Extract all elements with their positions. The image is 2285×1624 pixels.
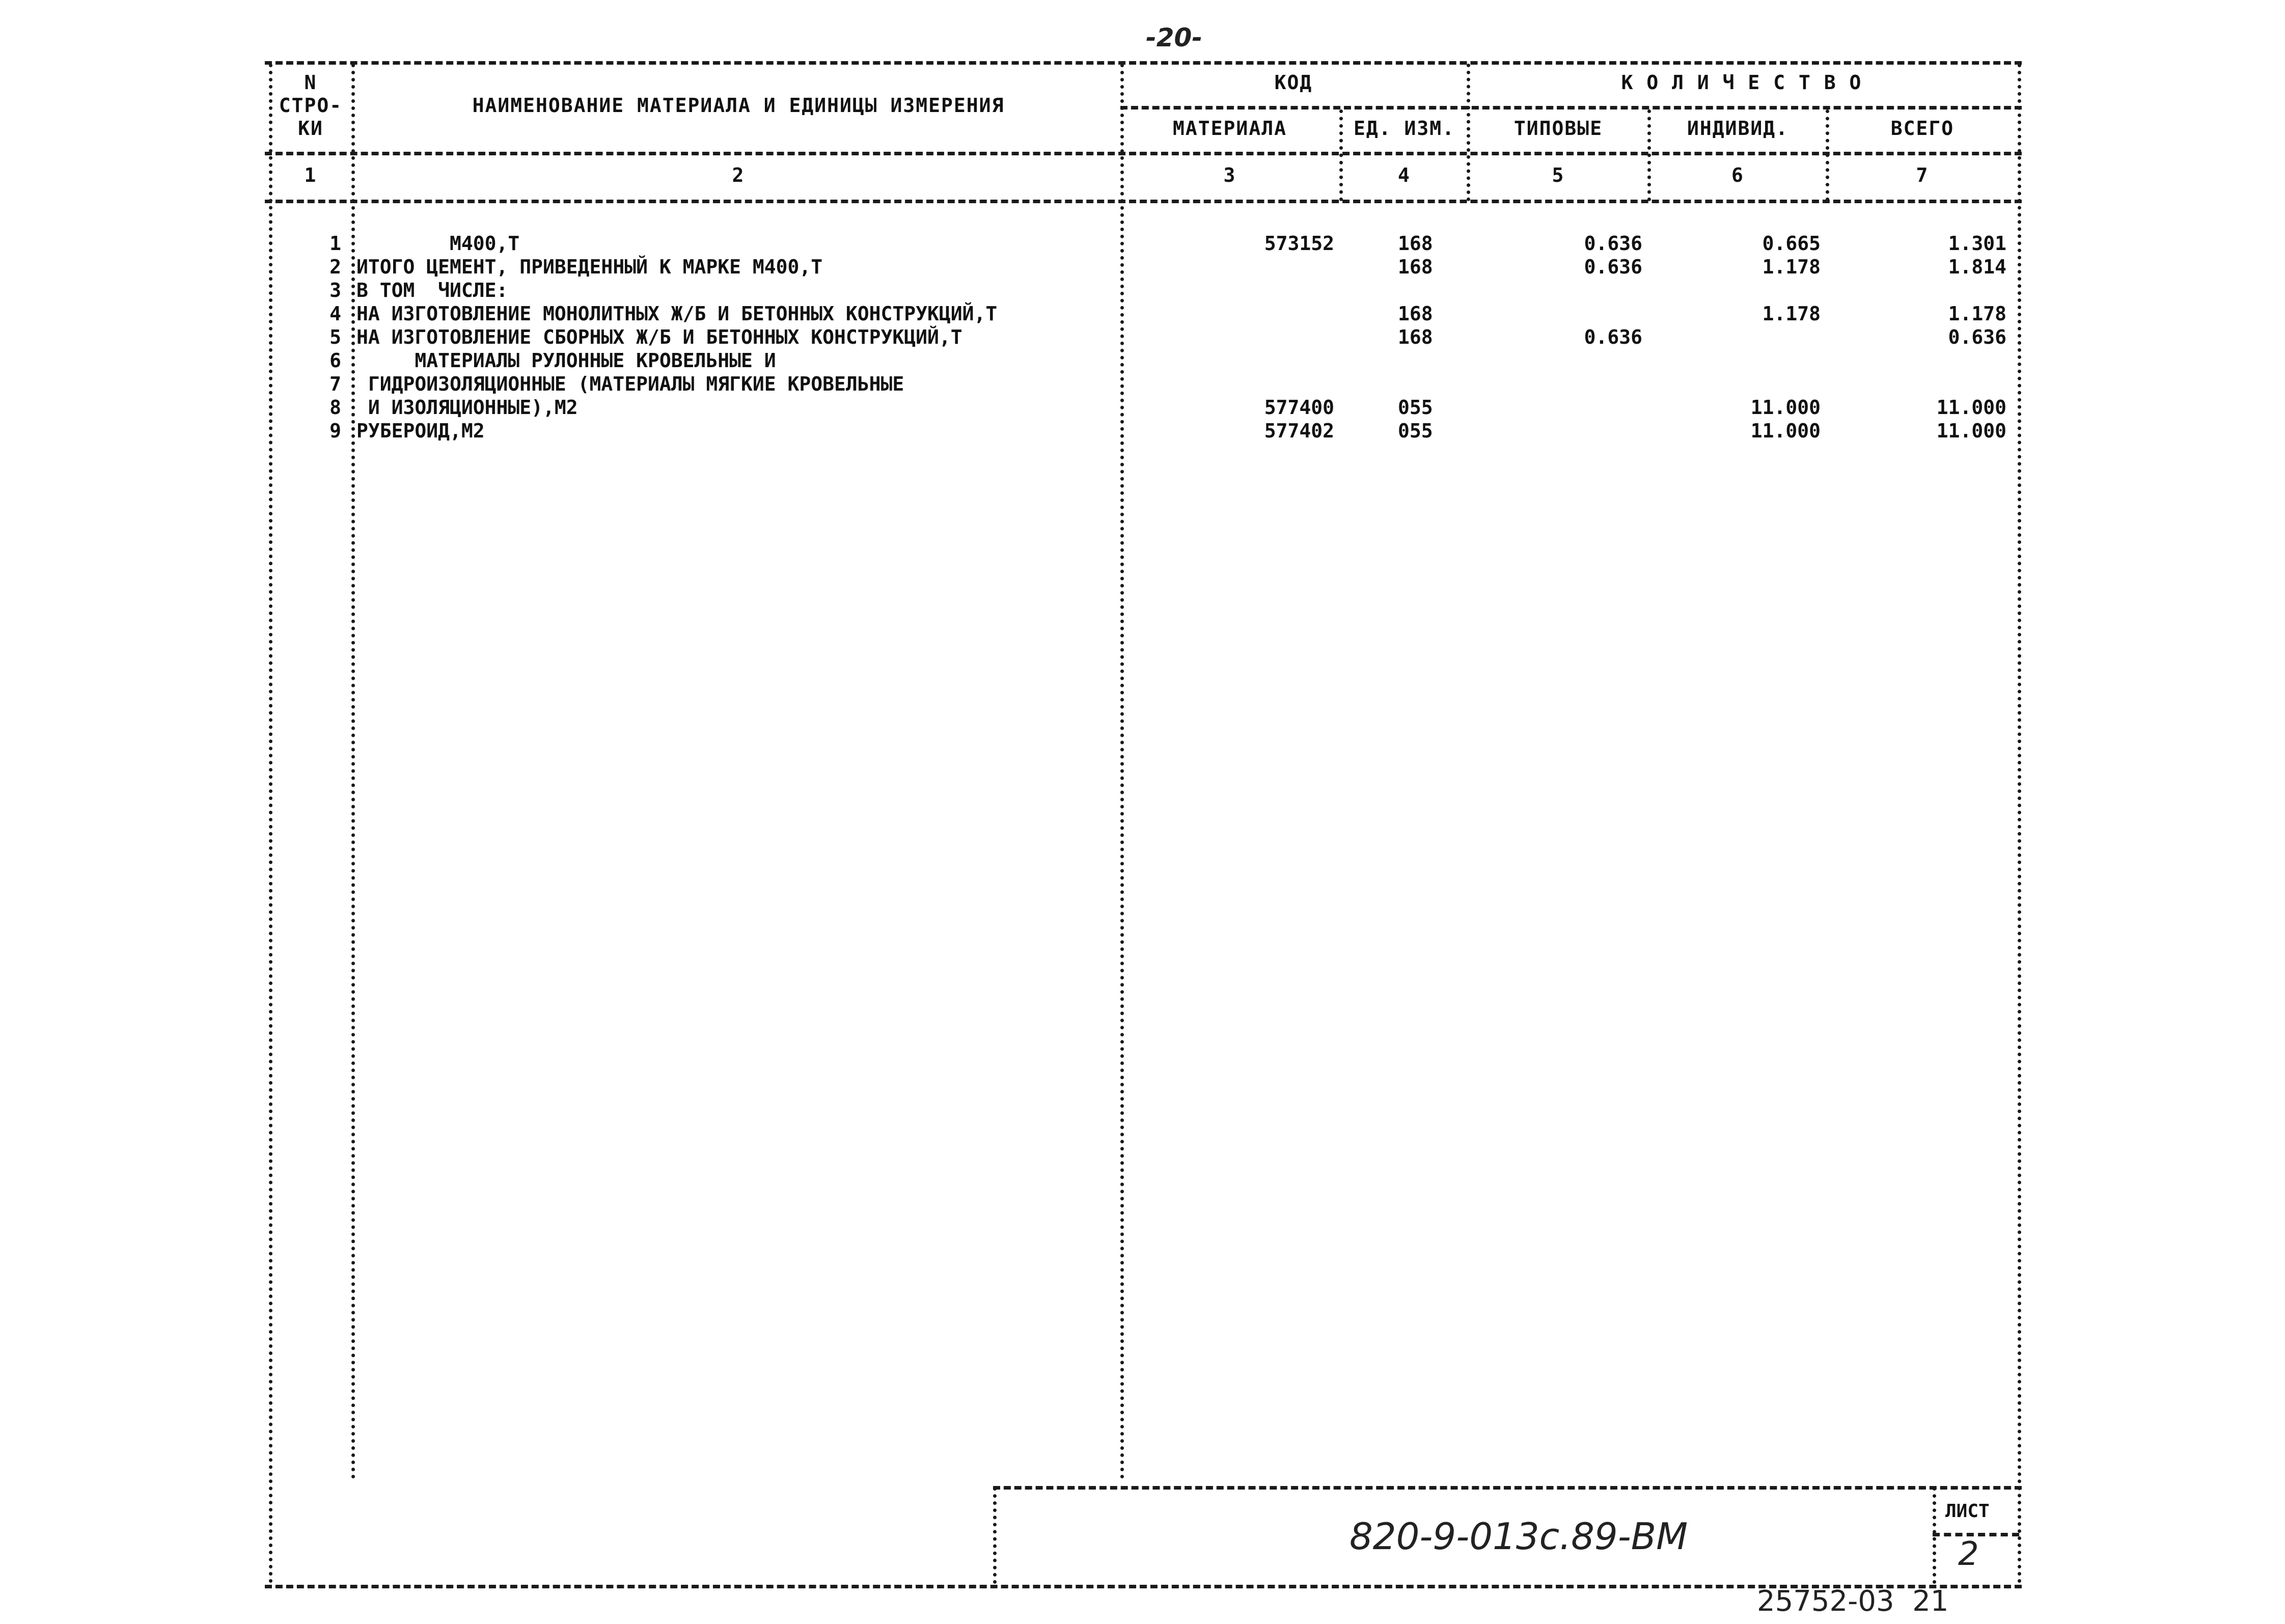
header-bottom-line (265, 152, 2022, 155)
header-individual: ИНДИВИД. (1687, 117, 1789, 140)
total-value: 11.000 (1936, 420, 2006, 442)
name-separator (1120, 64, 1124, 1479)
unit-code: 055 (1398, 420, 1433, 442)
unit-code: 168 (1398, 232, 1433, 255)
page-number: -20- (1146, 23, 1203, 52)
frame-top-line (265, 61, 2022, 65)
row-number: 4 (329, 302, 341, 325)
material-name: ИТОГО ЦЕМЕНТ, ПРИВЕДЕННЫЙ К МАРКЕ М400,Т (356, 256, 823, 278)
header-material: МАТЕРИАЛА (1173, 117, 1287, 140)
row-number: 9 (329, 420, 341, 442)
header-name: НАИМЕНОВАНИЕ МАТЕРИАЛА И ЕДИНИЦЫ ИЗМЕРЕНИЯ (472, 94, 1005, 117)
frame-left-border (269, 64, 272, 1584)
unit-code: 168 (1398, 256, 1433, 278)
row-number: 1 (329, 232, 341, 255)
typical-value: 0.636 (1584, 232, 1642, 255)
material-code: 577400 (1264, 396, 1334, 419)
colnum-7: 7 (1916, 164, 1929, 186)
material-name: И ИЗОЛЯЦИОННЫЕ),М2 (356, 396, 578, 419)
material-name: НА ИЗГОТОВЛЕНИЕ МОНОЛИТНЫХ Ж/Б И БЕТОННЫХ КОНСТРУКЦИЙ,Т (356, 302, 998, 325)
colnum-5: 5 (1552, 164, 1565, 186)
header-quantity: К О Л И Ч Е С Т В О (1621, 71, 1862, 94)
code-unit-separator (1339, 109, 1343, 201)
material-name: РУБЕРОИД,М2 (356, 420, 485, 442)
row-number: 8 (329, 396, 341, 419)
material-name: МАТЕРИАЛЫ РУЛОННЫЕ КРОВЕЛЬНЫЕ И (356, 349, 776, 372)
stamp-top-line (993, 1486, 2022, 1490)
material-name: ГИДРОИЗОЛЯЦИОННЫЕ (МАТЕРИАЛЫ МЯГКИЕ КРОВЕЛЬНЫЕ (356, 373, 904, 395)
row-number: 3 (329, 279, 341, 301)
unit-typical-separator (1467, 64, 1470, 201)
typical-indiv-separator (1647, 109, 1651, 201)
header-total: ВСЕГО (1890, 117, 1954, 140)
row-number: 6 (329, 349, 341, 372)
total-value: 0.636 (1948, 326, 2006, 348)
unit-code: 055 (1398, 396, 1433, 419)
colnum-3: 3 (1223, 164, 1236, 186)
material-name: М400,Т (356, 232, 520, 255)
footer-note: 25752-03 21 (1757, 1585, 1949, 1618)
material-name: НА ИЗГОТОВЛЕНИЕ СБОРНЫХ Ж/Б И БЕТОННЫХ КОНСТРУКЦИЙ,Т (356, 326, 962, 348)
colnum-1: 1 (304, 164, 317, 186)
header-row-no-1: N (304, 71, 317, 94)
typical-value: 0.636 (1584, 326, 1642, 348)
row-number: 7 (329, 373, 341, 395)
individual-value: 11.000 (1750, 396, 1821, 419)
individual-value: 0.665 (1762, 232, 1821, 255)
stamp-left-border (993, 1487, 997, 1584)
total-value: 1.814 (1948, 256, 2006, 278)
total-value: 1.301 (1948, 232, 2006, 255)
sheet-number: 2 (1958, 1535, 1979, 1573)
document-code: 820-9-013с.89-ВМ (1350, 1515, 1688, 1558)
row-number: 5 (329, 326, 341, 348)
total-value: 11.000 (1936, 396, 2006, 419)
frame-right-border (2018, 64, 2021, 1584)
colnum-2: 2 (732, 164, 745, 186)
header-row-no-2: СТРО- (279, 94, 343, 117)
colnum-6: 6 (1731, 164, 1744, 186)
unit-code: 168 (1398, 302, 1433, 325)
rowno-separator (351, 64, 355, 1479)
sheet-label: ЛИСТ (1945, 1501, 1990, 1522)
individual-value: 11.000 (1750, 420, 1821, 442)
header-code: КОД (1274, 71, 1313, 94)
typical-value: 0.636 (1584, 256, 1642, 278)
header-mid-line (1120, 106, 2022, 109)
header-row-no-3: КИ (298, 117, 323, 140)
header-unit: ЕД. ИЗМ. (1353, 117, 1455, 140)
header-typical: ТИПОВЫЕ (1513, 117, 1603, 140)
material-code: 573152 (1264, 232, 1334, 255)
material-name: В ТОМ ЧИСЛЕ: (356, 279, 508, 301)
individual-value: 1.178 (1762, 302, 1821, 325)
unit-code: 168 (1398, 326, 1433, 348)
row-number: 2 (329, 256, 341, 278)
colnum-4: 4 (1398, 164, 1411, 186)
total-value: 1.178 (1948, 302, 2006, 325)
indiv-total-separator (1826, 109, 1829, 201)
material-code: 577402 (1264, 420, 1334, 442)
colnum-bottom-line (265, 200, 2022, 203)
individual-value: 1.178 (1762, 256, 1821, 278)
